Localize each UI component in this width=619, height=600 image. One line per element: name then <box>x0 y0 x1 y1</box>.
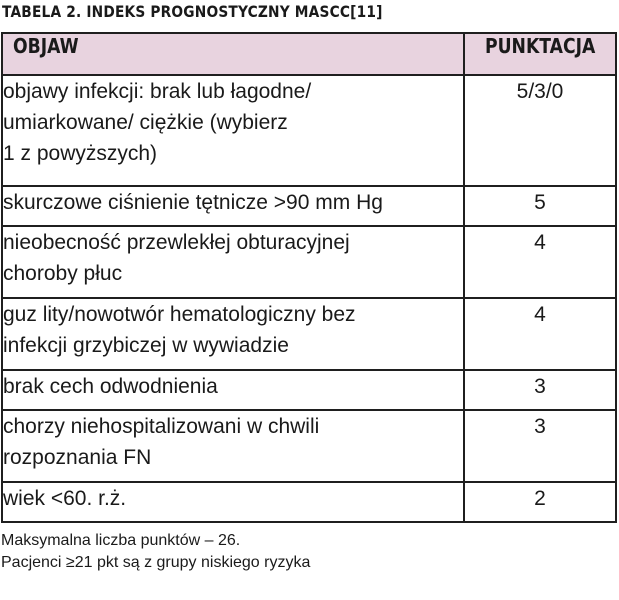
points-cell: 4 <box>464 226 616 298</box>
symptom-cell: brak cech odwodnienia <box>2 370 464 410</box>
points-cell: 5/3/0 <box>464 75 616 186</box>
table-row <box>2 75 616 186</box>
points-cell: 4 <box>464 298 616 370</box>
mascc-table <box>1 32 617 523</box>
table-row <box>2 410 616 482</box>
points-cell: 2 <box>464 482 616 522</box>
table-row <box>2 186 616 226</box>
table-row <box>2 226 616 298</box>
points-cell: 3 <box>464 370 616 410</box>
symptom-cell: objawy infekcji: brak lub łagodne/ umiarkowane/ ciężkie (wybierz 1 z powyższych) <box>2 75 464 186</box>
symptom-cell: skurczowe ciśnienie tętnicze >90 mm Hg <box>2 186 464 226</box>
footnote-low-risk: Pacjenci ≥21 pkt są z grupy niskiego ryzyka <box>1 554 311 571</box>
points-cell: 5 <box>464 186 616 226</box>
table-row <box>2 482 616 522</box>
symptom-cell: nieobecność przewlekłej obturacyjnej choroby płuc <box>2 226 464 298</box>
symptom-cell: wiek <60. r.ż. <box>2 482 464 522</box>
table-row <box>2 370 616 410</box>
column-header-symptom: OBJAW <box>2 33 464 75</box>
table-row <box>2 298 616 370</box>
points-cell: 3 <box>464 410 616 482</box>
symptom-cell: guz lity/nowotwór hematologiczny bez infekcji grzybiczej w wywiadzie <box>2 298 464 370</box>
table-header-row <box>2 33 616 75</box>
column-header-points: PUNKTACJA <box>464 33 616 75</box>
table-title: TABELA 2. INDEKS PROGNOSTYCZNY MASCC[11] <box>2 2 383 21</box>
footnote-max-score: Maksymalna liczba punktów – 26. <box>1 532 241 549</box>
symptom-cell: chorzy niehospitalizowani w chwili rozpoznania FN <box>2 410 464 482</box>
